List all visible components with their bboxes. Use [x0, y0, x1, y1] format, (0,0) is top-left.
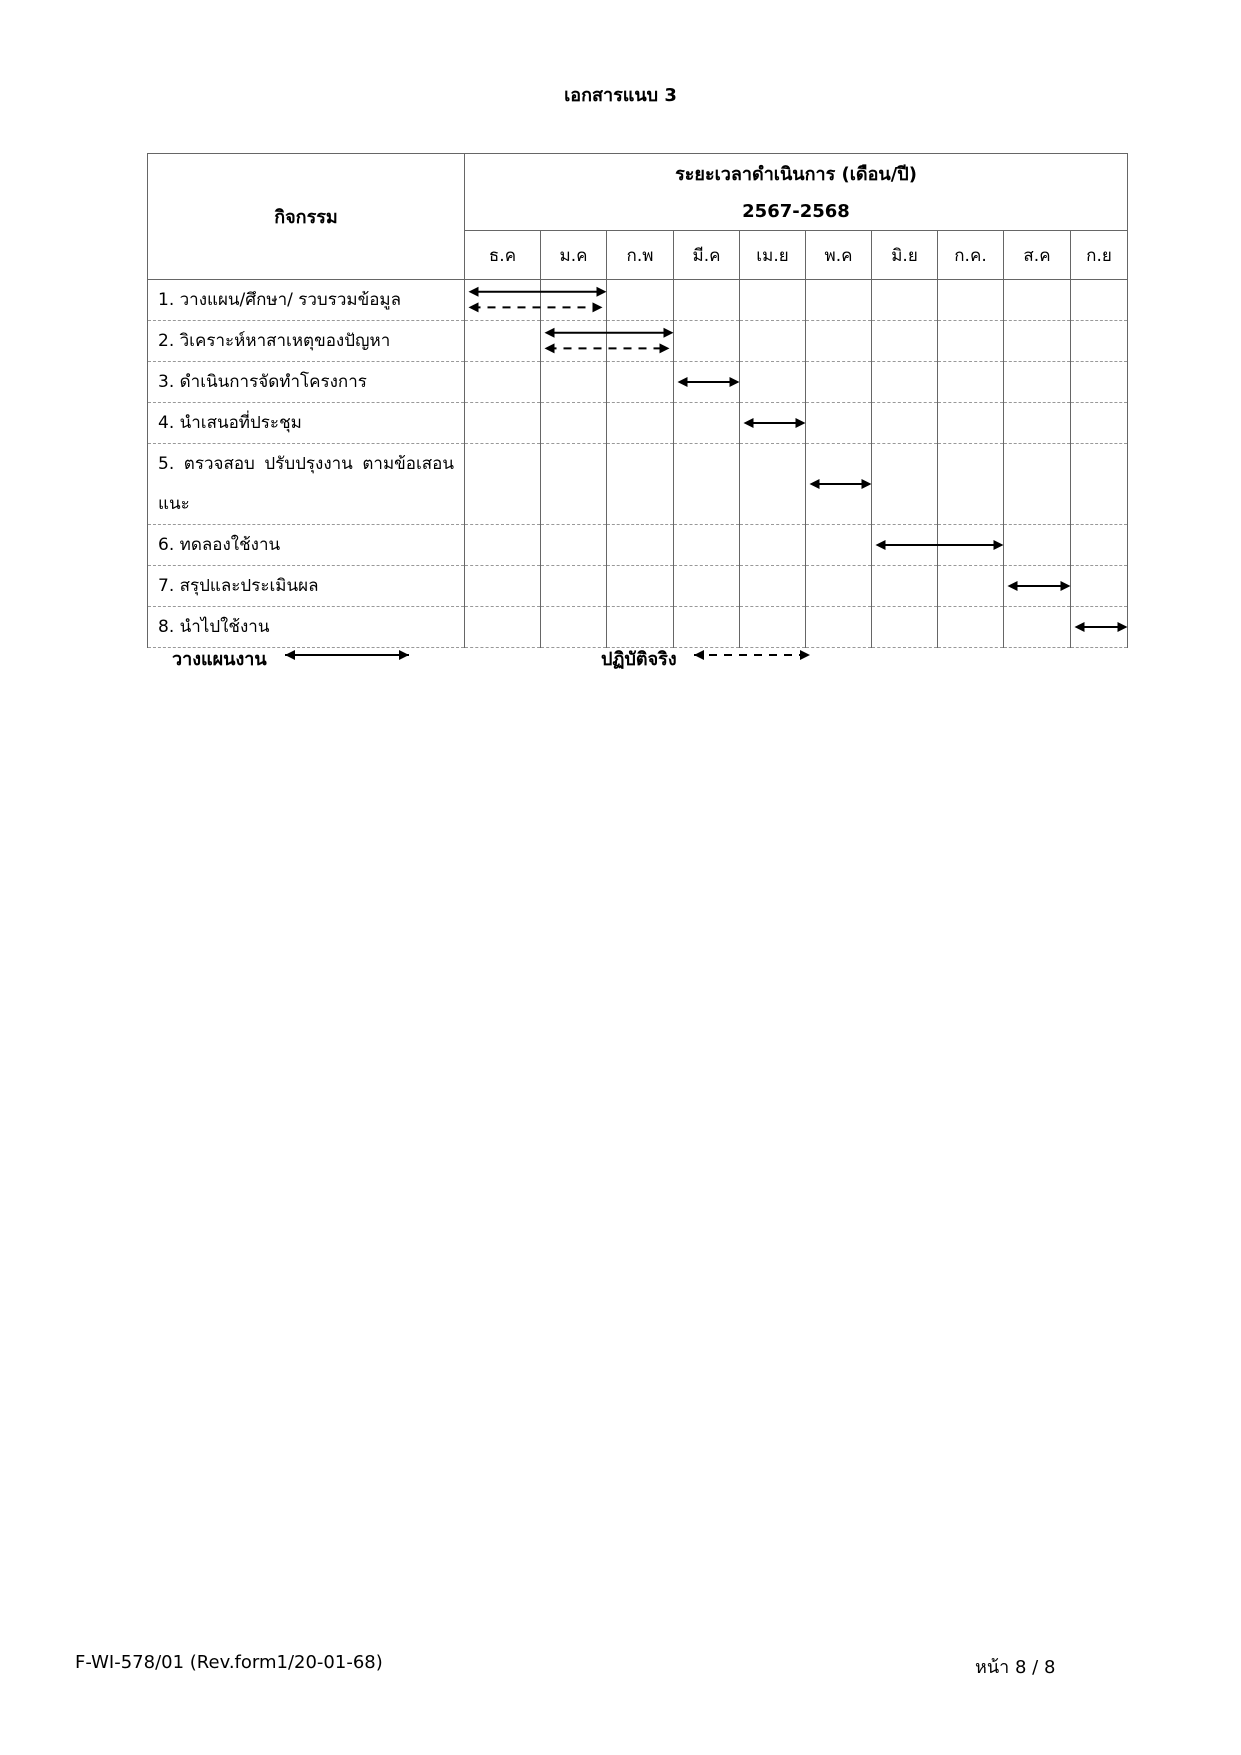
month-header: เม.ย	[740, 231, 806, 280]
month-header: มิ.ย	[872, 231, 938, 280]
month-header: มี.ค	[674, 231, 740, 280]
month-header: ธ.ค	[465, 231, 541, 280]
year-range: 2567-2568	[465, 192, 1128, 231]
month-header: ก.ค.	[938, 231, 1004, 280]
activity-label: 1. วางแผน/ศึกษา/ รวบรวมข้อมูล	[148, 280, 465, 321]
page-number: หน้า 8 / 8	[975, 1657, 1056, 1678]
activity-label: 4. นำเสนอที่ประชุม	[148, 403, 465, 444]
activity-label: 7. สรุปและประเมินผล	[148, 566, 465, 607]
plan-arrow	[810, 479, 872, 489]
actual-arrow	[469, 302, 603, 312]
month-header: ม.ค	[541, 231, 607, 280]
activity-label: 8. นำไปใช้งาน	[148, 607, 465, 648]
month-header: พ.ค	[806, 231, 872, 280]
period-header: ระยะเวลาดำเนินการ (เดือน/ปี)	[465, 154, 1128, 193]
legend-actual-label: ปฏิบัติจริง	[601, 649, 677, 670]
form-code: F-WI-578/01 (Rev.form1/20-01-68)	[75, 1652, 383, 1673]
plan-arrow	[744, 418, 806, 428]
plan-arrow	[1008, 581, 1071, 591]
plan-arrow	[1075, 622, 1128, 632]
actual-arrow	[545, 343, 670, 353]
legend-actual-arrow	[692, 648, 812, 662]
page-title: เอกสารแนบ 3	[564, 85, 677, 106]
month-header: ก.พ	[607, 231, 674, 280]
activity-label: 3. ดำเนินการจัดทำโครงการ	[148, 362, 465, 403]
activity-label: 2. วิเคราะห์หาสาเหตุของปัญหา	[148, 321, 465, 362]
plan-arrow	[545, 328, 674, 338]
plan-arrow	[469, 287, 607, 297]
legend-plan-arrow	[283, 648, 411, 662]
activity-header: กิจกรรม	[148, 154, 465, 280]
activity-label: 5. ตรวจสอบ ปรับปรุงงาน ตามข้อเสอนแนะ	[148, 444, 465, 525]
month-header: ก.ย	[1071, 231, 1128, 280]
activity-label: 6. ทดลองใช้งาน	[148, 525, 465, 566]
month-header: ส.ค	[1004, 231, 1071, 280]
plan-arrow	[876, 540, 1004, 550]
plan-arrow	[678, 377, 740, 387]
legend-plan-label: วางแผนงาน	[172, 649, 267, 670]
